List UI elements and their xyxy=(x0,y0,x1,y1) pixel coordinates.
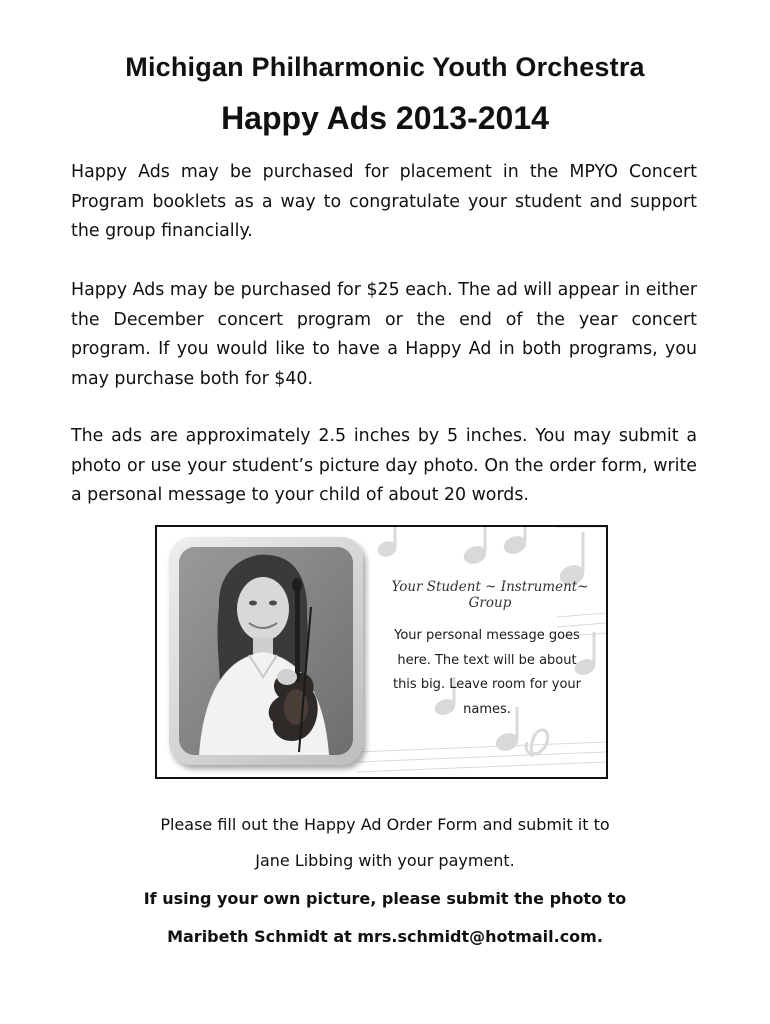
student-photo xyxy=(179,547,353,755)
student-with-violin-image xyxy=(179,547,353,755)
size-paragraph: The ads are approximately 2.5 inches by 5 inches. You may submit a photo or use your student’s picture day photo. On the order form, write a personal message to your child of about 20 words. xyxy=(71,426,697,505)
footer-line-1: Please fill out the Happy Ad Order Form and submit it to xyxy=(160,815,610,834)
footer-line-4: Maribeth Schmidt at mrs.schmidt@hotmail.com. xyxy=(167,927,603,946)
org-title: Michigan Philharmonic Youth Orchestra xyxy=(125,52,645,82)
page-title: Happy Ads 2013-2014 xyxy=(221,100,549,136)
ad-caption: Your Student ~ Instrument~ Group xyxy=(391,579,589,611)
sample-ad xyxy=(155,525,608,779)
intro-paragraph: Happy Ads may be purchased for placement in the MPYO Concert Program booklets as a way to congratulate your student and support the group financially. xyxy=(71,162,697,241)
footer-line-3: If using your own picture, please submit the photo to xyxy=(143,889,627,908)
pricing-paragraph: Happy Ads may be purchased for $25 each. The ad will appear in either the December concert program or the end of the year concert program. If you would like to have a Happy Ad in both programs, you may purchase both for $40. xyxy=(71,280,697,389)
ad-message: Your personal message goes here. The text will be about this big. Leave room for your names. xyxy=(392,628,582,717)
footer-line-2: Jane Libbing with your payment. xyxy=(255,851,515,870)
student-photo-frame xyxy=(169,537,363,765)
